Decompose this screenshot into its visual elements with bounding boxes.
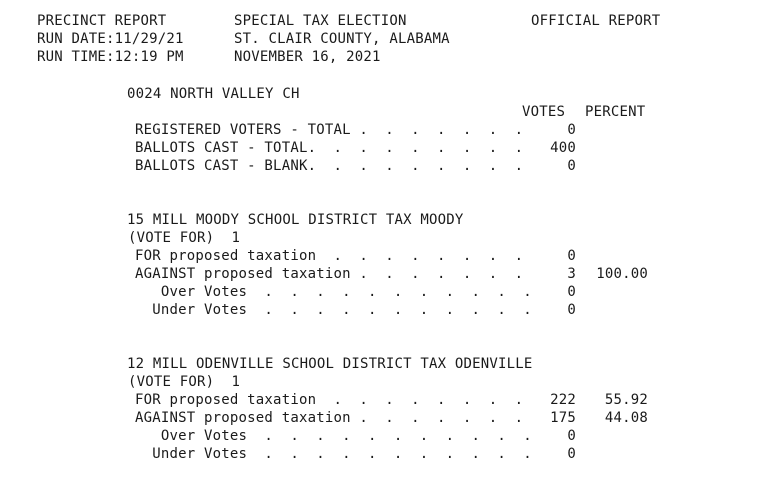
against-taxation-percent: 100.00 (596, 266, 648, 282)
ballots-cast-blank-votes: 0 (567, 158, 576, 174)
election-title: SPECIAL TAX ELECTION (234, 13, 407, 29)
ballots-cast-blank-label: BALLOTS CAST - BLANK. . . . . . . . . (135, 158, 524, 174)
against-taxation-label: AGAINST proposed taxation . . . . . . . (135, 410, 524, 426)
race-title: 15 MILL MOODY SCHOOL DISTRICT TAX MOODY (127, 212, 464, 228)
race-title: 12 MILL ODENVILLE SCHOOL DISTRICT TAX ODENVILLE (127, 356, 533, 372)
under-votes-count: 0 (567, 446, 576, 462)
for-taxation-label: FOR proposed taxation . . . . . . . . (135, 248, 524, 264)
ballots-cast-total-label: BALLOTS CAST - TOTAL. . . . . . . . . (135, 140, 524, 156)
for-taxation-percent: 55.92 (604, 392, 648, 408)
precinct-name: 0024 NORTH VALLEY CH (127, 86, 300, 102)
percent-column-header: PERCENT (585, 104, 646, 120)
votes-column-header: VOTES (522, 104, 566, 120)
under-votes-label: Under Votes . . . . . . . . . . . (135, 446, 532, 462)
over-votes-count: 0 (567, 428, 576, 444)
under-votes-count: 0 (567, 302, 576, 318)
report-type: PRECINCT REPORT (37, 13, 167, 29)
election-date: NOVEMBER 16, 2021 (234, 49, 381, 65)
run-time: RUN TIME:12:19 PM (37, 49, 184, 65)
over-votes-label: Over Votes . . . . . . . . . . . (135, 284, 532, 300)
against-taxation-label: AGAINST proposed taxation . . . . . . . (135, 266, 524, 282)
over-votes-count: 0 (567, 284, 576, 300)
against-taxation-percent: 44.08 (604, 410, 648, 426)
for-taxation-votes: 0 (567, 248, 576, 264)
against-taxation-votes: 3 (567, 266, 576, 282)
for-taxation-votes: 222 (550, 392, 576, 408)
registered-voters-votes: 0 (567, 122, 576, 138)
official-report-label: OFFICIAL REPORT (531, 13, 661, 29)
over-votes-label: Over Votes . . . . . . . . . . . (135, 428, 532, 444)
ballots-cast-total-votes: 400 (550, 140, 576, 156)
under-votes-label: Under Votes . . . . . . . . . . . (135, 302, 532, 318)
vote-for-label: (VOTE FOR) 1 (128, 230, 241, 246)
for-taxation-label: FOR proposed taxation . . . . . . . . (135, 392, 524, 408)
county-name: ST. CLAIR COUNTY, ALABAMA (234, 31, 450, 47)
run-date: RUN DATE:11/29/21 (37, 31, 184, 47)
registered-voters-label: REGISTERED VOTERS - TOTAL . . . . . . . (135, 122, 524, 138)
against-taxation-votes: 175 (550, 410, 576, 426)
vote-for-label: (VOTE FOR) 1 (128, 374, 241, 390)
